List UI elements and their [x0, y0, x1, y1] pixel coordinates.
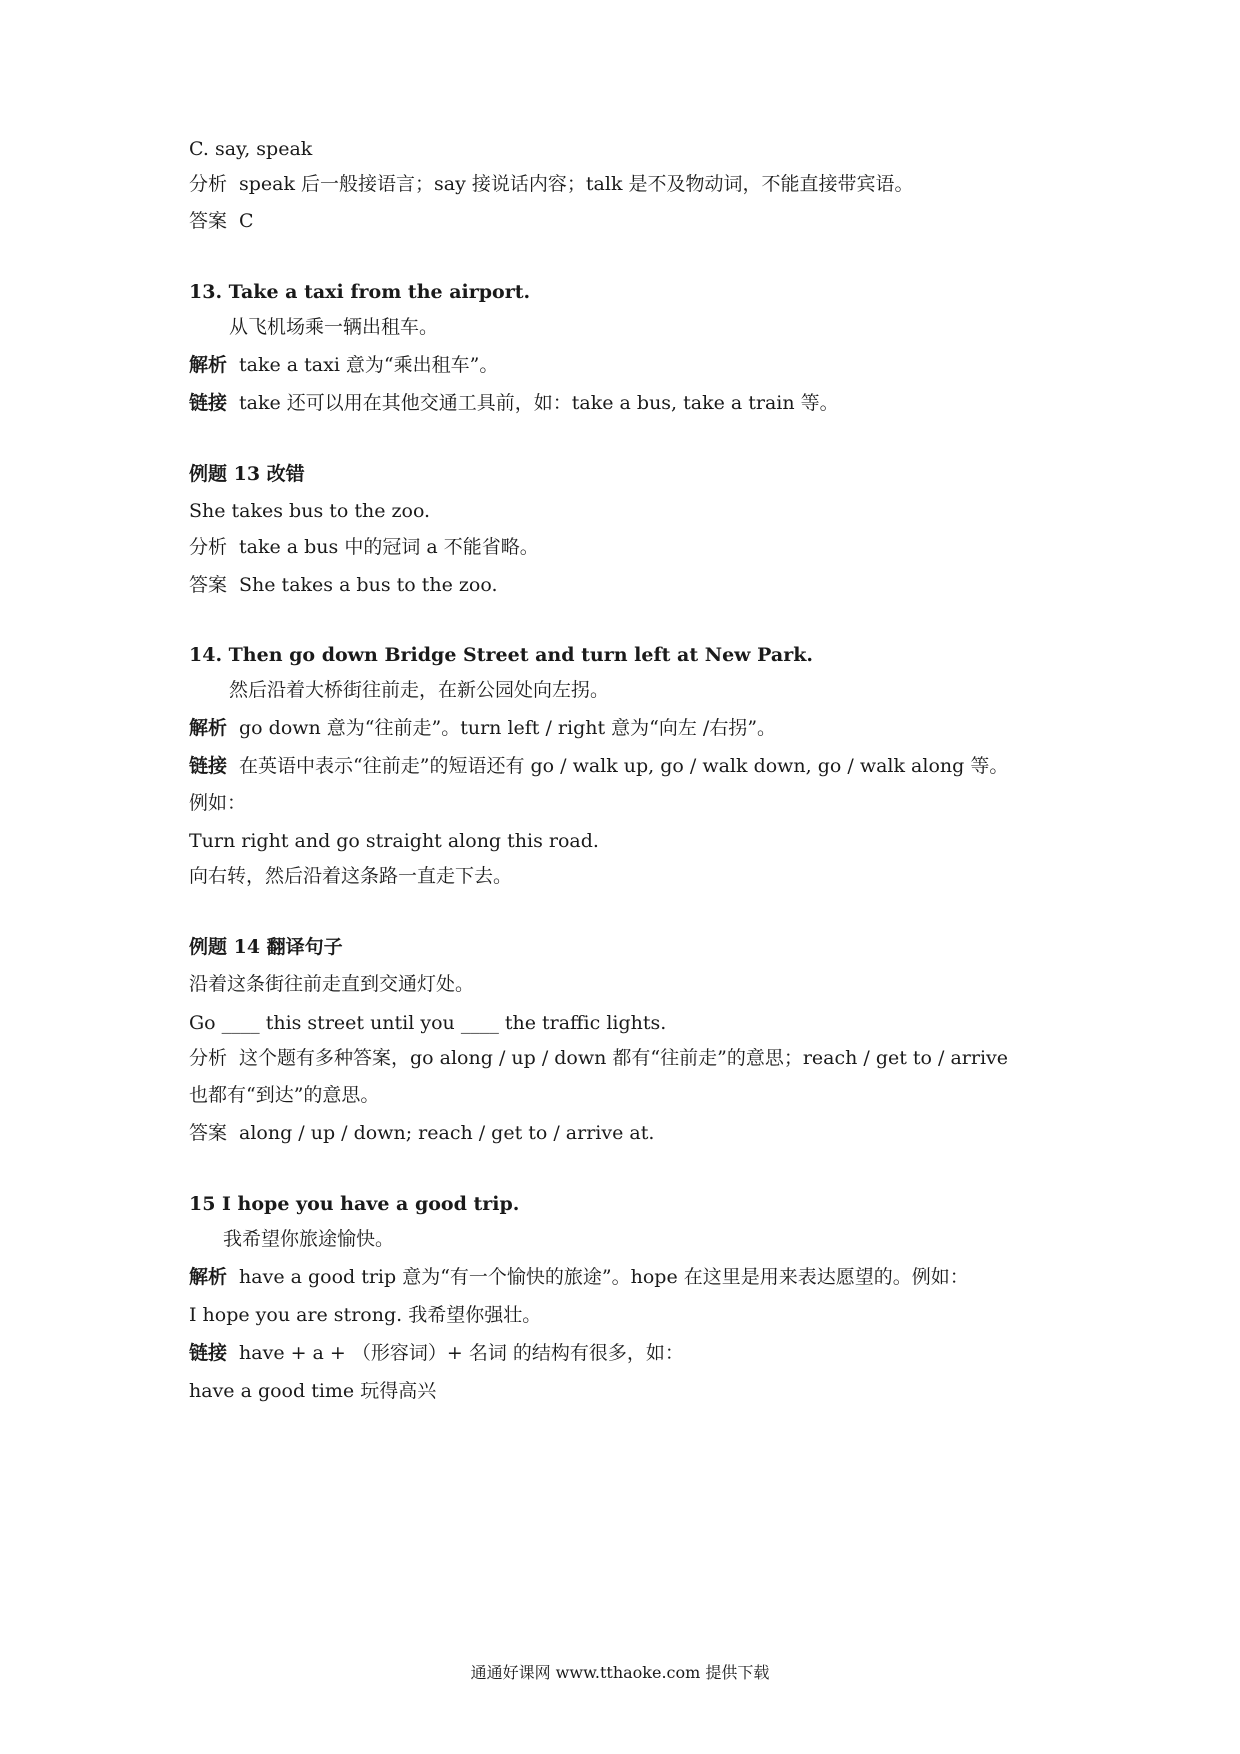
example-13-answer — [189, 572, 497, 598]
analysis-label: 分析 — [189, 536, 228, 558]
example-13-heading: 例题 13 改错 — [189, 463, 305, 485]
example-14-fill-blank: Go ____ this street until you ____ the traffic lights. — [189, 1012, 667, 1034]
explanation-text: go down 意为“往前走”。turn left / right 意为“向左 /右拐”。 — [239, 717, 777, 739]
answer-label: 答案 — [189, 1122, 228, 1144]
example-translation: 向右转，然后沿着这条路一直走下去。 — [189, 865, 513, 887]
example-label: 例如： — [189, 792, 247, 814]
example-14-heading: 例题 14 翻译句子 — [189, 936, 343, 958]
explanation-label: 解析 — [189, 717, 228, 739]
analysis-label: 分析 — [189, 173, 228, 195]
example-13-analysis — [189, 534, 539, 560]
answer-text: along / up / down; reach / get to / arrive at. — [239, 1122, 655, 1144]
link-text: have + a + （形容词）+ 名词 的结构有很多，如： — [239, 1342, 684, 1364]
section-15-translation: 我希望你旅途愉快。 — [223, 1228, 395, 1250]
section-15-example: I hope you are strong. 我希望你强壮。 — [189, 1304, 542, 1326]
example-14-analysis-cont: 也都有“到达”的意思。 — [189, 1084, 380, 1106]
page-footer: 通通好课网 www.tthaoke.com 提供下载 — [470, 1663, 770, 1682]
section-15-heading: 15 I hope you have a good trip. — [189, 1193, 520, 1215]
analysis-label: 分析 — [189, 1047, 228, 1069]
answer-text: She takes a bus to the zoo. — [239, 574, 498, 596]
link-text: 在英语中表示“往前走”的短语还有 go / walk up, go / walk down, go / walk along 等。 — [239, 755, 1009, 777]
example-14-analysis — [189, 1045, 1008, 1071]
section-15-explanation — [189, 1264, 969, 1290]
section-14-translation: 然后沿着大桥街往前走，在新公园处向左拐。 — [229, 679, 610, 701]
option-c-line: C. say, speak — [189, 138, 313, 160]
explanation-text: have a good trip 意为“有一个愉快的旅途”。hope 在这里是用来表达愿望的。例如： — [239, 1266, 969, 1288]
section-13-heading: 13. Take a taxi from the airport. — [189, 281, 531, 303]
section-14-link — [189, 753, 1008, 779]
analysis-text: take a bus 中的冠词 a 不能省略。 — [239, 536, 539, 558]
example-14-answer — [189, 1120, 654, 1146]
section-15-link — [189, 1340, 684, 1366]
section-14-explanation — [189, 715, 776, 741]
answer-line — [189, 208, 254, 234]
section-15-phrase: have a good time 玩得高兴 — [189, 1380, 437, 1402]
answer-text: C — [239, 210, 254, 232]
section-13-link — [189, 390, 839, 416]
example-13-sentence: She takes bus to the zoo. — [189, 500, 431, 522]
analysis-text: speak 后一般接语言；say 接说话内容；talk 是不及物动词，不能直接带宾语。 — [239, 173, 914, 195]
section-13-explanation — [189, 352, 498, 378]
link-label: 链接 — [189, 1342, 228, 1364]
example-sentence: Turn right and go straight along this road. — [189, 830, 599, 852]
explanation-label: 解析 — [189, 354, 228, 376]
answer-label: 答案 — [189, 210, 228, 232]
example-14-prompt: 沿着这条街往前走直到交通灯处。 — [189, 973, 475, 995]
answer-label: 答案 — [189, 574, 228, 596]
explanation-label: 解析 — [189, 1266, 228, 1288]
link-text: take 还可以用在其他交通工具前，如：take a bus, take a train 等。 — [239, 392, 839, 414]
link-label: 链接 — [189, 755, 228, 777]
section-13-translation: 从飞机场乘一辆出租车。 — [229, 316, 439, 338]
section-14-heading: 14. Then go down Bridge Street and turn left at New Park. — [189, 644, 814, 666]
analysis-line — [189, 171, 914, 197]
explanation-text: take a taxi 意为“乘出租车”。 — [239, 354, 499, 376]
analysis-text: 这个题有多种答案，go along / up / down 都有“往前走”的意思；reach / get to / arrive — [239, 1047, 1009, 1069]
link-label: 链接 — [189, 392, 228, 414]
